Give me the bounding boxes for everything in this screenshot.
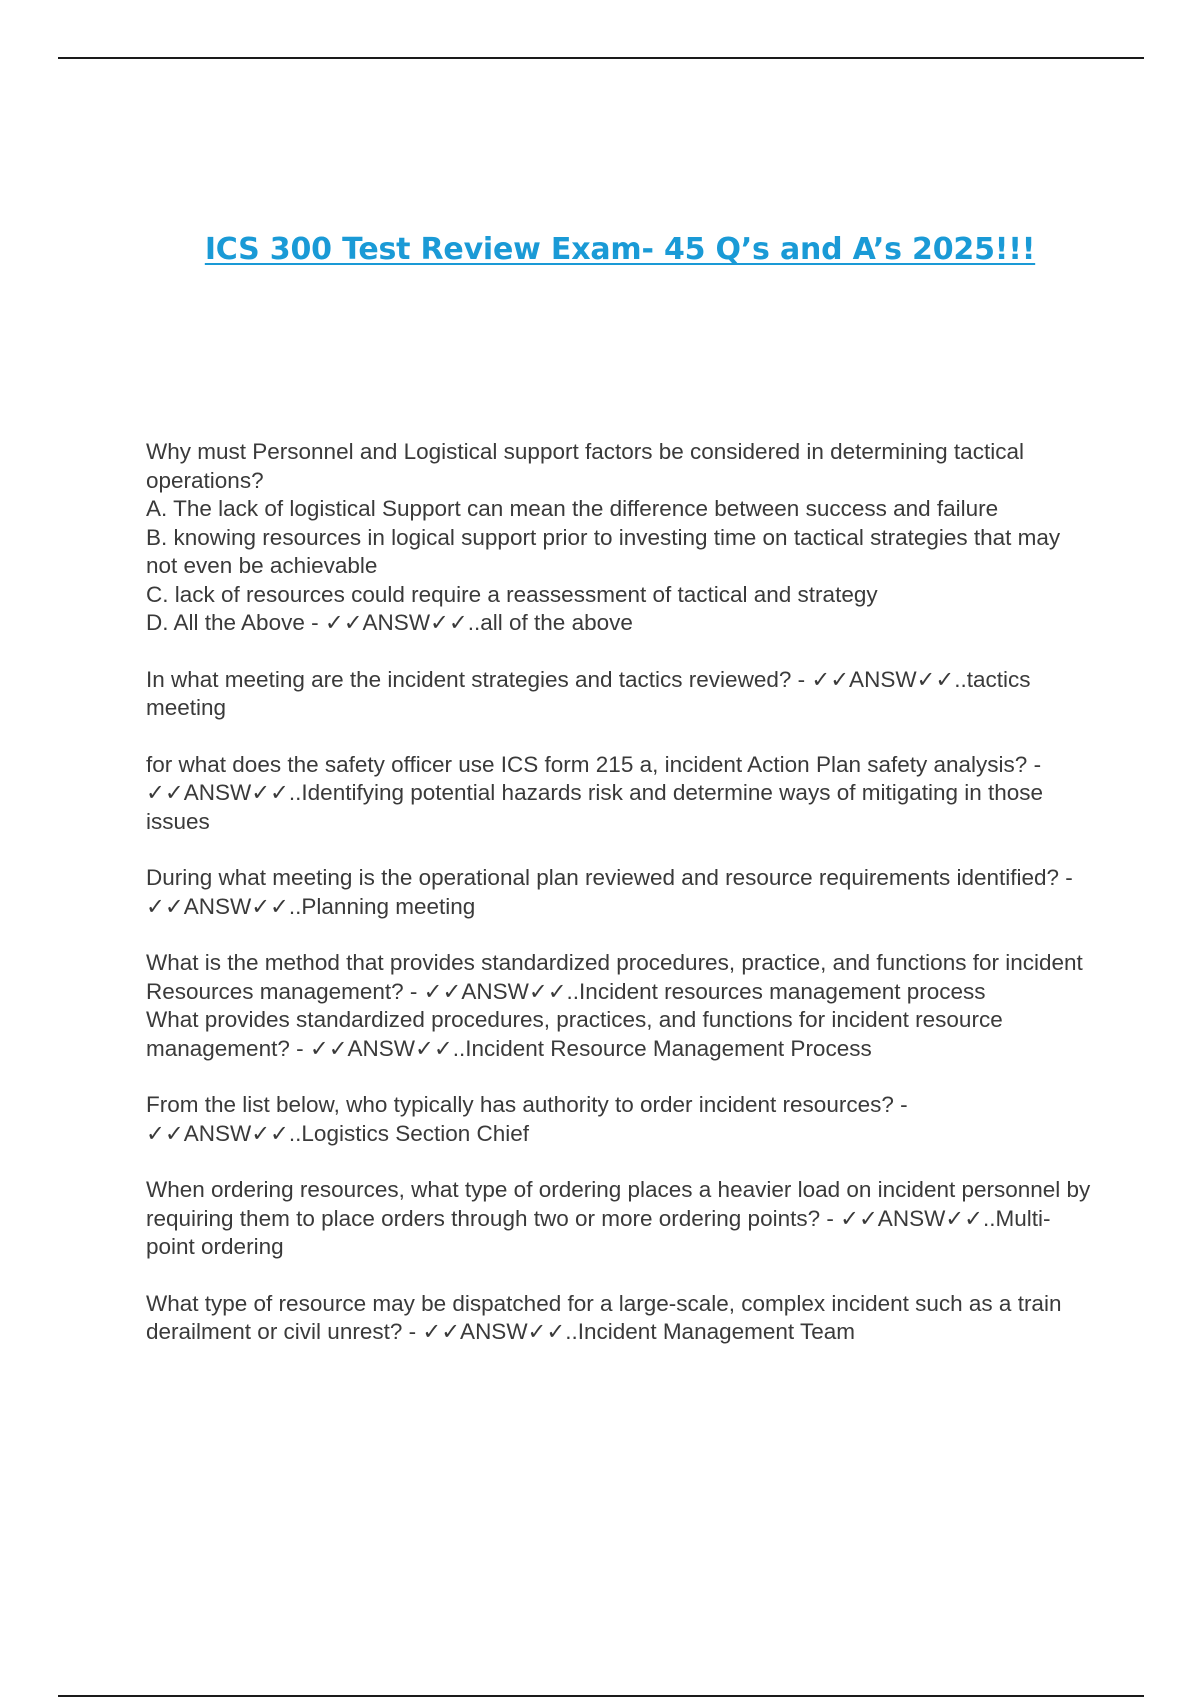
question-answer-text: From the list below, who typically has authority to order incident resources? - ✓✓ANSW✓✓..Logistics Section Chief	[146, 1092, 914, 1146]
option-a: A. The lack of logistical Support can mean the difference between success and failure	[146, 496, 999, 521]
question-answer-text: What provides standardized procedures, practices, and functions for incident resource management? - ✓✓ANSW✓✓..Incident Resource Management Process	[146, 1007, 1009, 1061]
question-answer-text: for what does the safety officer use ICS form 215 a, incident Action Plan safety analysis? - ✓✓ANSW✓✓..Identifying potential hazards risk and determine ways of mitigating in those issues	[146, 751, 1050, 834]
qa-list	[146, 438, 1097, 1375]
bottom-divider	[58, 1695, 1144, 1697]
qa-entry	[146, 1290, 1091, 1347]
qa-entry	[146, 666, 1091, 723]
option-d-answer: D. All the Above - ✓✓ANSW✓✓..all of the above	[146, 610, 633, 635]
qa-entry	[146, 1176, 1097, 1262]
question-answer-text: In what meeting are the incident strategies and tactics reviewed? - ✓✓ANSW✓✓..tactics meeting	[146, 666, 1037, 720]
question-answer-text: What is the method that provides standardized procedures, practice, and functions for incident Resources management? - ✓✓ANSW✓✓..Incident resources management process	[146, 950, 1090, 1004]
qa-entry	[146, 1091, 1091, 1148]
question-answer-text: During what meeting is the operational plan reviewed and resource requirements identified? - ✓✓ANSW✓✓..Planning meeting	[146, 865, 1080, 919]
qa-entry	[146, 438, 1091, 638]
qa-entry	[146, 751, 1091, 837]
question-answer-text: When ordering resources, what type of ordering places a heavier load on incident personnel by requiring them to place orders through two or more ordering points? - ✓✓ANSW✓✓..Multi-point ordering	[146, 1177, 1097, 1259]
document-title[interactable]: ICS 300 Test Review Exam- 45 Q’s and A’s 2025!!!	[204, 232, 1036, 267]
top-divider	[58, 57, 1144, 59]
question-text: Why must Personnel and Logistical support factors be considered in determining tactical operations?	[146, 439, 1031, 493]
option-c: C. lack of resources could require a reassessment of tactical and strategy	[146, 581, 878, 607]
question-answer-text: What type of resource may be dispatched for a large-scale, complex incident such as a train derailment or civil unrest? - ✓✓ANSW✓✓..Incident Management Team	[146, 1290, 1068, 1344]
option-b: B. knowing resources in logical support prior to investing time on tactical strategies that may not even be achievable	[146, 524, 1067, 578]
qa-entry	[146, 864, 1091, 921]
qa-entry	[146, 949, 1091, 1063]
